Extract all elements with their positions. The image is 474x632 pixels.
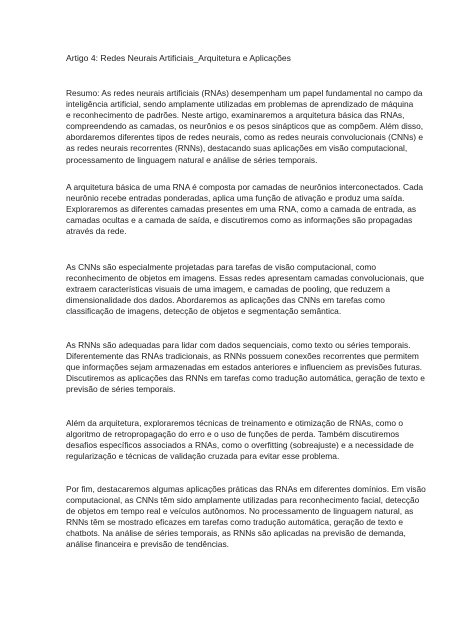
- text-line: desafios específicos associados a RNAs, como o overfitting (sobreajuste) e a necessidade de: [66, 440, 414, 451]
- paragraph-applications: [66, 484, 426, 551]
- text-line: computacional, as CNNs têm sido amplamente utilizadas para reconhecimento facial, detecção: [66, 495, 420, 506]
- text-line: processamento de linguagem natural e análise de séries temporais.: [66, 154, 318, 165]
- text-line: Discutiremos as aplicações das RNNs em tarefas como tradução automática, geração de texto e: [66, 373, 425, 384]
- text-line: A arquitetura básica de uma RNA é composta por camadas de neurônios interconectados. Cada: [66, 182, 424, 192]
- text-line: e reconhecimento de padrões. Neste artigo, examinaremos a arquitetura básica das RNAs,: [66, 110, 405, 121]
- text-line: através da rede.: [66, 226, 127, 237]
- text-line: Além da arquitetura, exploraremos técnicas de treinamento e otimização de RNAs, como o: [66, 418, 404, 428]
- text-line: algoritmo de retropropagação do erro e o uso de funções de perda. Também discutiremos: [66, 429, 400, 440]
- text-line: camadas ocultas e a camada de saída, e discutiremos como as informações são propagadas: [66, 215, 413, 226]
- paragraph-rnns: [66, 340, 425, 395]
- text-line: abordaremos diferentes tipos de redes neurais, como as redes neurais convolucionais (CNNs) e: [66, 132, 424, 143]
- paragraph-training: [66, 418, 416, 462]
- text-line: Resumo: As redes neurais artificiais (RNAs) desempenham um papel fundamental no campo da: [66, 88, 423, 98]
- paragraph-architecture: [66, 182, 424, 237]
- text-line: análise financeira e previsão de tendências.: [66, 539, 229, 550]
- document-title: Artigo 4: Redes Neurais Artificiais_Arquitetura e Aplicações: [66, 53, 291, 63]
- paragraph-abstract: [66, 88, 424, 166]
- text-line: dimensionalidade dos dados. Abordaremos as aplicações das CNNs em tarefas como: [66, 295, 385, 306]
- text-line: extraem características visuais de uma imagem, e camadas de pooling, que reduzem a: [66, 284, 390, 295]
- text-line: que informações sejam armazenadas em estados anteriores e influenciem as previsões futuras.: [66, 362, 423, 373]
- text-line: As RNNs são adequadas para lidar com dados sequenciais, como texto ou séries temporais.: [66, 340, 411, 350]
- text-line: de objetos em tempo real e veículos autônomos. No processamento de linguagem natural, as: [66, 506, 414, 517]
- text-line: Diferentemente das RNAs tradicionais, as RNNs possuem conexões recorrentes que permitem: [66, 351, 419, 362]
- text-line: Exploraremos as diferentes camadas presentes em uma RNA, como a camada de entrada, as: [66, 204, 417, 215]
- text-line: reconhecimento de objetos em imagens. Essas redes apresentam camadas convolucionais, que: [66, 273, 424, 284]
- text-line: as redes neurais recorrentes (RNNs), destacando suas aplicações em visão computacional,: [66, 143, 408, 154]
- text-line: As CNNs são especialmente projetadas para tarefas de visão computacional, como: [66, 262, 377, 272]
- text-line: inteligência artificial, sendo amplamente utilizadas em problemas de aprendizado de máquina: [66, 99, 414, 110]
- text-line: RNNs têm se mostrado eficazes em tarefas como tradução automática, geração de texto e: [66, 517, 404, 528]
- text-line: Por fim, destacaremos algumas aplicações práticas das RNAs em diferentes domínios. Em visão: [66, 484, 426, 494]
- text-line: previsão de séries temporais.: [66, 384, 176, 395]
- text-line: neurônio recebe entradas ponderadas, aplica uma função de ativação e produz uma saída.: [66, 193, 405, 204]
- text-line: compreendendo as camadas, os neurônios e os pesos sinápticos que as compõem. Além disso,: [66, 121, 424, 132]
- text-line: classificação de imagens, detecção de objetos e segmentação semântica.: [66, 306, 342, 317]
- paragraph-cnns: [66, 262, 424, 317]
- text-line: regularização e técnicas de validação cruzada para evitar esse problema.: [66, 451, 340, 462]
- text-line: chatbots. Na análise de séries temporais, as RNNs são aplicadas na previsão de demanda,: [66, 528, 406, 539]
